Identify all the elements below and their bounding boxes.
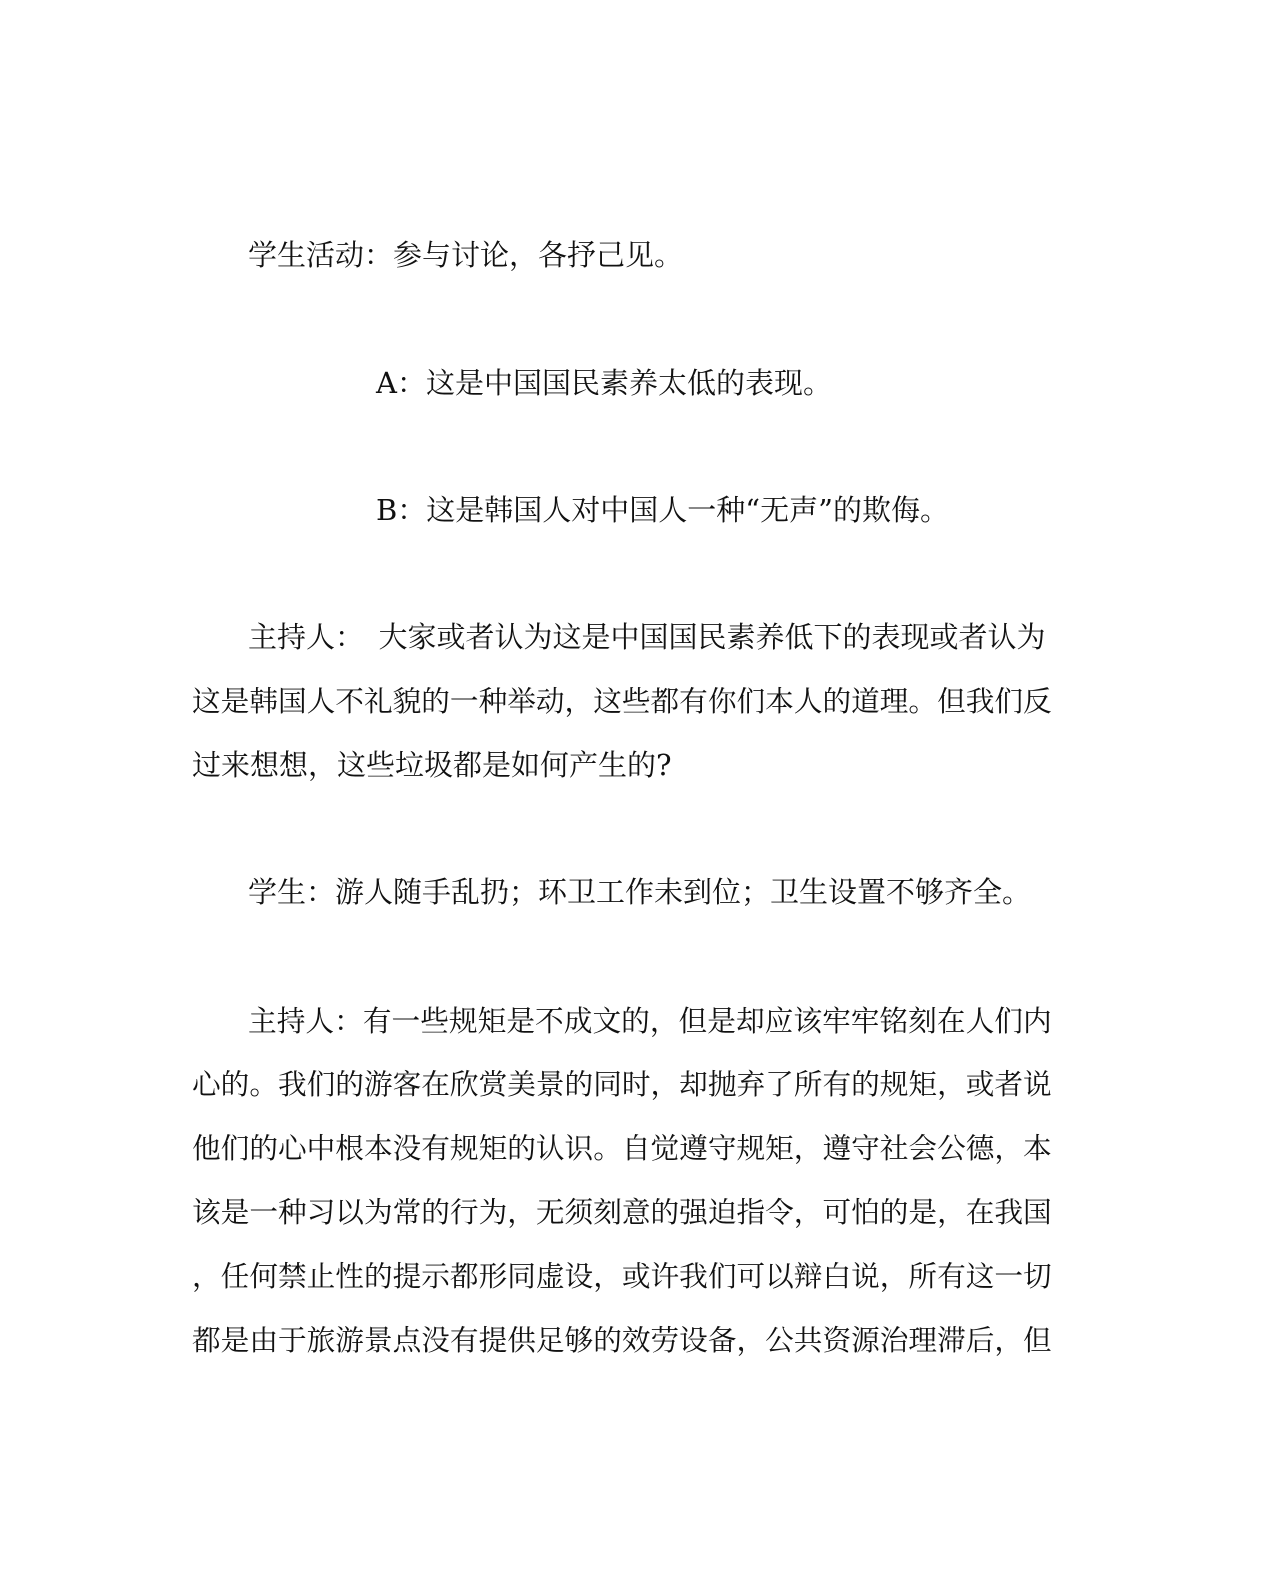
paragraph-host-2-line-5: ，任何禁止性的提示都形同虚设，或许我们可以辩白说，所有这一切	[192, 1259, 1052, 1293]
paragraph-student-activity: 学生活动：参与讨论，各抒己见。	[248, 238, 684, 272]
paragraph-opinion-b: B：这是韩国人对中国人一种“无声”的欺侮。	[376, 493, 949, 527]
paragraph-opinion-a: A：这是中国国民素养太低的表现。	[376, 366, 832, 400]
paragraph-host-2-line-4: 该是一种习以为常的行为，无须刻意的强迫指令，可怕的是，在我国	[192, 1195, 1052, 1229]
paragraph-host-2-line-2: 心的。我们的游客在欣赏美景的同时，却抛弃了所有的规矩，或者说	[192, 1067, 1052, 1101]
paragraph-host-2-line-1: 主持人：有一些规矩是不成文的，但是却应该牢牢铭刻在人们内	[248, 1004, 1052, 1038]
paragraph-host-1-line-3: 过来想想，这些垃圾都是如何产生的?	[192, 748, 672, 782]
paragraph-student-answer: 学生：游人随手乱扔；环卫工作未到位；卫生设置不够齐全。	[248, 875, 1032, 909]
paragraph-host-2-line-3: 他们的心中根本没有规矩的认识。自觉遵守规矩，遵守社会公德，本	[192, 1131, 1052, 1165]
paragraph-host-1-line-2: 这是韩国人不礼貌的一种举动，这些都有你们本人的道理。但我们反	[192, 684, 1052, 718]
paragraph-host-2-line-6: 都是由于旅游景点没有提供足够的效劳设备，公共资源治理滞后，但	[192, 1323, 1052, 1357]
paragraph-host-1-line-1: 主持人： 大家或者认为这是中国国民素养低下的表现或者认为	[248, 620, 1046, 654]
